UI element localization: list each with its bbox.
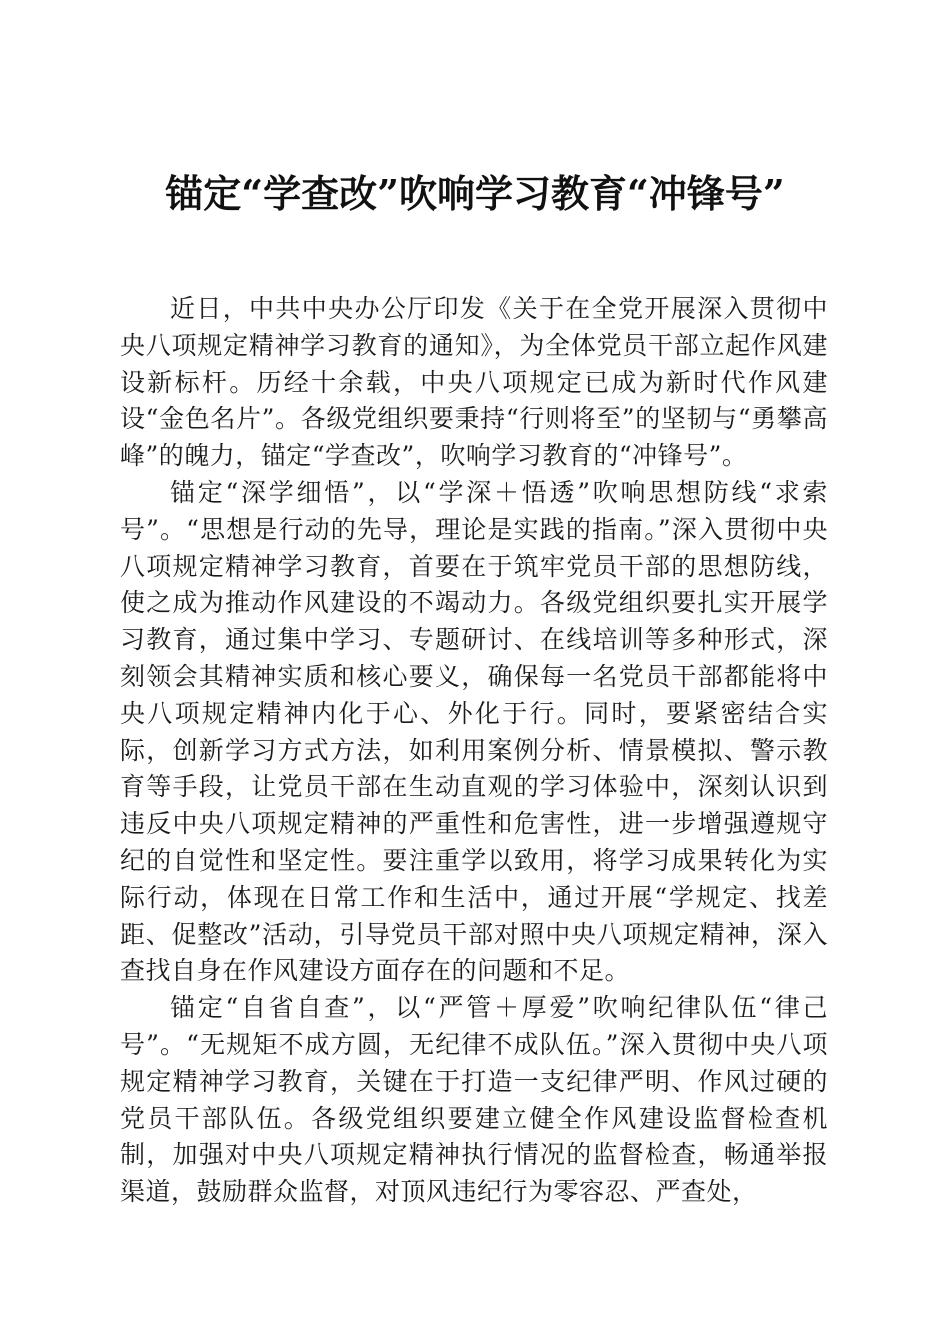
paragraph-deep-study: 锚定“深学细悟”，以“学深＋悟透”吹响思想防线“求索号”。“思想是行动的先导，理论是实践的指南。”深入贯彻中央八项规定精神学习教育，首要在于筑牢党员干部的思想防线，使之成为推动作风建设的不竭动力。各级党组织要扎实开展学习教育，通过集中学习、专题研讨、在线培训等多种形式，深刻领会其精神实质和核心要义，确保每一名党员干部都能将中央八项规定精神内化于心、外化于行。同时，要紧密结合实际，创新学习方式方法，如利用案例分析、情景模拟、警示教育等手段，让党员干部在生动直观的学习体验中，深刻认识到违反中央八项规定精神的严重性和危害性，进一步增强遵规守纪的自觉性和坚定性。要注重学以致用，将学习成果转化为实际行动，体现在日常工作和生活中，通过开展“学规定、找差距、促整改”活动，引导党员干部对照中央八项规定精神，深入查找自身在作风建设方面存在的问题和不足。 [120,477,828,986]
document-title: 锚定“学查改”吹响学习教育“冲锋号” [165,171,785,216]
document-body [120,291,828,1211]
paragraph-intro: 近日，中共中央办公厅印发《关于在全党开展深入贯彻中央八项规定精神学习教育的通知》，为全体党员干部立起作风建设新标杆。历经十余载，中央八项规定已成为新时代作风建设“金色名片”。各级党组织要秉持“行则将至”的坚韧与“勇攀高峰”的魄力，锚定“学查改”，吹响学习教育的“冲锋号”。 [120,294,828,471]
paragraph-self-inspection: 锚定“自省自查”，以“严管＋厚爱”吹响纪律队伍“律己号”。“无规矩不成方圆，无纪律不成队伍。”深入贯彻中央八项规定精神学习教育，关键在于打造一支纪律严明、作风过硬的党员干部队伍。各级党组织要建立健全作风建设监督检查机制，加强对中央八项规定精神执行情况的监督检查，畅通举报渠道，鼓励群众监督，对顶风违纪行为零容忍、严查处， [120,993,828,1207]
